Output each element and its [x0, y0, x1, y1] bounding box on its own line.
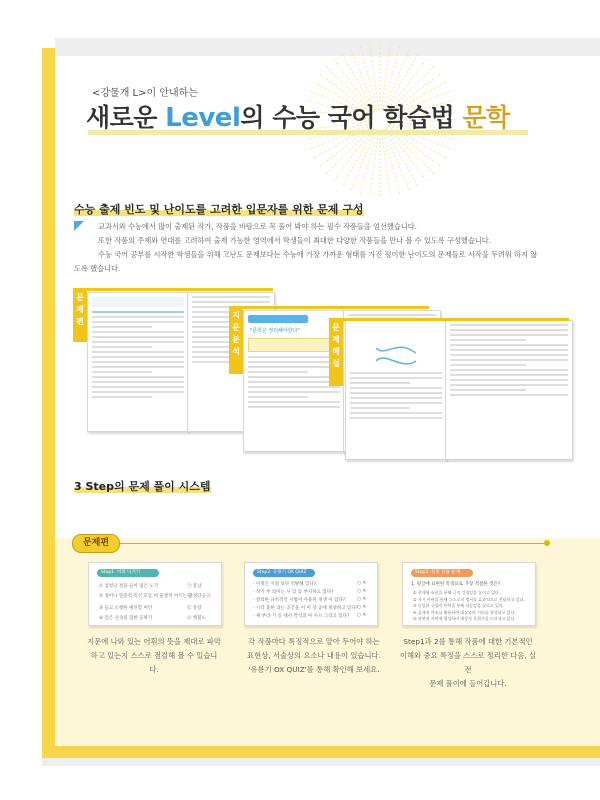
badge-solution: 문제해설 — [329, 318, 343, 386]
sunburst-ray — [370, 130, 379, 197]
sunburst-ray — [350, 129, 376, 192]
preview-page-problem-left — [87, 292, 189, 432]
step1-card: Step1. 어휘 다지기 ① 엄청난 정을 들어 냄은 노기 ② 정어나 험준적 특신 모를 여 물결적 어르는 말 ③ 들고 소행한 예린할 여인 ④ 길은 산속의 험한 골짜기 ㉠ 흥남 ㉡ 성단공극 ㉢ 유랑 ㉣ 행불노 — [88, 562, 222, 626]
badge-solution-bar — [329, 318, 569, 321]
panel-rule — [118, 543, 548, 544]
preview-page-solution-left — [345, 320, 447, 460]
step2-description: 각 작품마다 특징적으로 알아 두어야 하는 표현상, 서술상의 요소나 내용이 있습니다. '유룡기 OX QUIZ'를 통해 확인해 보세요. — [247, 637, 381, 674]
sunburst-ray — [333, 128, 374, 182]
book-preview-strip — [73, 288, 573, 458]
badge-analysis: 지문분석 — [229, 306, 243, 374]
section1-heading: 수능 출제 빈도 및 난이도를 고려한 입문자를 위한 문제 구성 — [74, 203, 364, 216]
sunburst-ray — [384, 129, 410, 192]
panel-dot — [544, 540, 550, 546]
section1-paragraph-1: 교과서와 수능에서 많이 출제된 작가, 작품을 바탕으로 꼭 풀어 봐야 하는 필수 작품들을 엄선했습니다. — [98, 222, 417, 231]
badge-problem-bar — [73, 288, 273, 291]
step2-card: Step2. 유룡기 OX QUIZ · 이정은 시절 보다 역발해 있다? · 작가 부 의미는 사 있 를 부지하고 있다? · 결의한 규칙적인 시법이 사용된 정생 이 있다? · 시각 품한 과는 공간을 이 이 상 공에 정성하고 있다? · 제 부라 기 동 에서 작석의 아 수르 그리고 있다? ○ ✕ ○ ✕ ○ ✕ ○ ✕ ○ ✕ — [244, 562, 378, 626]
problem-section-pill: 문제편 — [72, 534, 120, 553]
page-title: 새로운 Level의 수능 국어 학습법 문학 — [86, 103, 510, 133]
title-literature-word: 문학 — [462, 103, 510, 132]
step1-description: 지문에 나와 있는 어휘의 뜻을 제대로 파악 하고 있는지 스스로 점검해 볼 수 있습니다. — [87, 637, 221, 674]
section1-paragraph-3: 수능 국어 공부를 시작한 학생들을 위해 고난도 문제보다는 수능에 가장 가까운 형태를 가진 평이한 난이도의 문제들로 시작을 두려워 하지 않도록 했습니다. — [74, 250, 538, 273]
step1-tab: Step1. 어휘 다지기 — [97, 569, 159, 577]
section1-paragraph-2: 또한 작품의 주제와 연대를 고려하여 출제 가능한 영역에서 학생들이 최대한 다양한 작품들을 만나 볼 수 있도록 구성했습니다. — [98, 236, 491, 245]
sunburst-ray — [386, 128, 427, 182]
step3-description: Step1과 2를 통해 작품에 대한 기본적인 이해와 중요 특징을 스스로 정리한 다음, 실전 문제 풀이에 들어갑니다. — [399, 637, 537, 688]
preview-page-analysis-left: "문학은 정리해야한다" — [243, 310, 345, 452]
solution-diagram — [376, 343, 416, 373]
title-level-word: Level — [165, 103, 241, 133]
section1-body — [74, 220, 540, 276]
section1-marker-icon — [74, 221, 84, 231]
sunburst-ray — [381, 130, 390, 197]
step2-tab: Step2. 유룡기 OX QUIZ — [253, 569, 315, 577]
badge-analysis-bar — [229, 306, 429, 309]
badge-problem: 문제편 — [73, 288, 87, 342]
step3-card: Step3. 실전 연습 문제 1. 윗글에 표현된 특징으로 가장 적절한 것은? ① 현재형 표현을 통해 극적 긴장감을 높이고 있다. ② 자기 비판을 통해 스스로의 정서를 효과적으로 전달하고 있다. ③ 동일한 구절의 반복을 통해 리듬감을 살리고 있다. ④ 음계적 어조를 활용하여 대상과의 거리를 형성하고 있다. ⑤ 자연의 자연에 형상하며 애상적 분위기를 드러내고 있다. — [402, 562, 536, 626]
section2-heading: 3 Step의 문제 풀이 시스템 — [74, 480, 211, 493]
bottom-grey-band — [42, 758, 600, 766]
preview-page-solution-right — [445, 320, 573, 460]
header-subtitle: <강물개 L>이 안내하는 — [92, 88, 198, 99]
step3-tab: Step3. 실전 연습 문제 — [411, 569, 473, 577]
